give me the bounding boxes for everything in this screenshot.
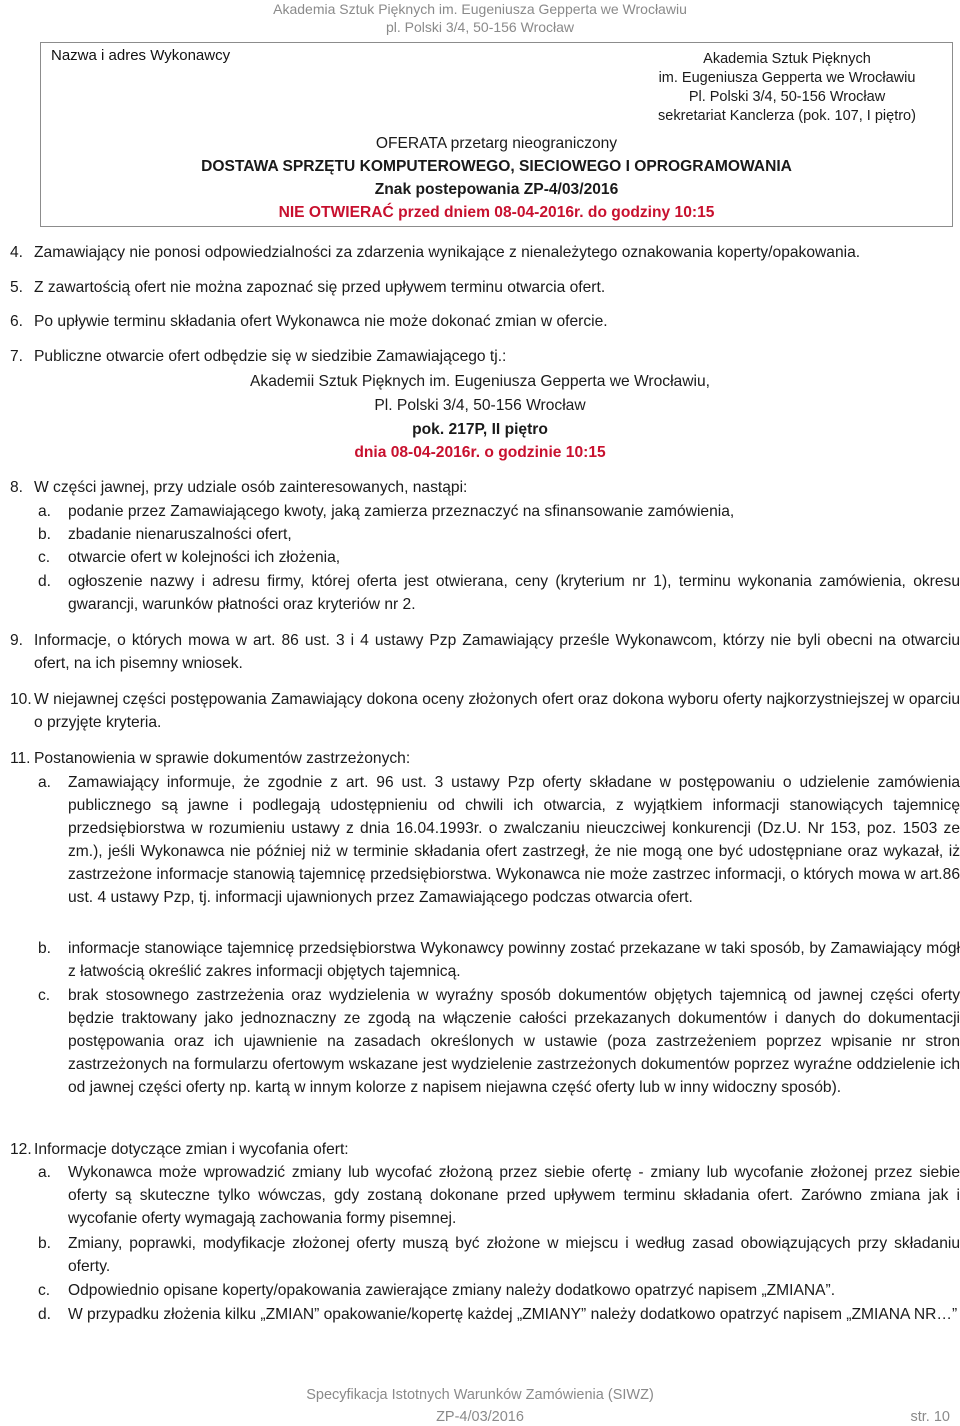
recipient-address: [622, 50, 952, 126]
contractor-label: Nazwa i adres Wykonawcy: [51, 47, 231, 64]
opening-place-line-1: Akademii Sztuk Pięknych im. Eugeniusza Gepperta we Wrocławiu,: [250, 373, 710, 390]
clause-number: 9.: [10, 632, 24, 649]
sub-letter: c.: [38, 549, 51, 566]
clause-number: 5.: [10, 279, 24, 296]
sub-text: Wykonawca może wprowadzić zmiany lub wycofać złożoną przez siebie ofertę - zmiany lub wycofanie złożonej przez siebie oferty są skuteczne tylko wówczas, gdy zostaną dokonane przed upływem terminu składania ofert. Zarówno zmiana jak i wycofanie oferty wymagają zachowania formy pisemnej.: [68, 1164, 960, 1227]
case-number: Znak postepowania ZP-4/03/2016: [374, 181, 619, 198]
sub-text: otwarcie ofert w kolejności ich złożenia,: [68, 549, 341, 566]
offer-subject: DOSTAWA SPRZĘTU KOMPUTEROWEGO, SIECIOWEGO I OPROGRAMOWANIA: [201, 158, 792, 175]
offer-type: OFERATA przetarg nieograniczony: [375, 135, 618, 152]
page-number: str. 10: [910, 1409, 950, 1425]
clause-number: 6.: [10, 313, 24, 330]
sub-letter: b.: [38, 526, 52, 543]
sub-text: podanie przez Zamawiającego kwoty, jaką zamierza przeznaczyć na sfinansowanie zamówienia,: [68, 503, 735, 520]
address-line: im. Eugeniusza Gepperta we Wrocławiu: [658, 70, 916, 86]
footer-title: Specyfikacja Istotnych Warunków Zamówienia (SIWZ): [306, 1387, 654, 1403]
sub-text: Zamawiający informuje, że zgodnie z art. 96 ust. 3 ustawy Pzp oferty składane w postępowaniu o udzielenie zamówienia publicznego są jawne i podlegają udostępnieniu od chwili ich otwarcia, z wyjątkiem informacji stanowiących tajemnicę przedsiębiorstwa w rozumieniu ustawy z dnia 16.04.1993r. o zwalczaniu nieuczciwej konkurencji (Dz.U. Nr 153, poz. 1503 ze zm.), jeśli Wykonawca nie później niż w terminie składania ofert zastrzegł, że nie mogą one być udostępniane oraz wykazał, iż zastrzeżone informacje stanowią tajemnicę przedsiębiorstwa. Wykonawca nie może zastrzec informacji, o których mowa w art.86 ust. 4 ustawy Pzp, tj. informacji ujawnionych przez Zamawiającego podczas otwarcia ofert.: [68, 774, 960, 906]
clause-text: Informacje, o których mowa w art. 86 ust. 3 i 4 ustawy Pzp Zamawiający prześle Wykonawcom, którzy nie byli obecni na otwarciu ofert, na ich pisemny wniosek.: [34, 632, 960, 672]
sub-text: zbadanie nienaruszalności ofert,: [68, 526, 292, 543]
clause-text: Zamawiający nie ponosi odpowiedzialności za zdarzenia wynikające z nienależytego oznakowania koperty/opakowania.: [34, 244, 861, 261]
address-line: sekretariat Kanclerza (pok. 107, I piętro): [658, 108, 916, 124]
sub-letter: d.: [38, 1306, 52, 1323]
clause-text: Postanowienia w sprawie dokumentów zastrzeżonych:: [34, 750, 411, 767]
do-not-open-warning: NIE OTWIERAĆ przed dniem 08-04-2016r. do godziny 10:15: [278, 204, 715, 221]
sub-text: brak stosownego zastrzeżenia oraz wydzielenia w wyraźny sposób dokumentów objętych tajemnicą od jawnej części oferty będzie traktowany jako jednoznaczny ze zgodą na włączenie całości przekazanych dokumentów i danych do dokumentacji postępowania oraz ich ujawnienie na zasadach określonych w ustawie (poza zastrzeżeniem poprzez wpisanie nr stron zastrzeżonych na formularzu ofertowym wskazane jest wydzielenie zastrzeżonych dokumentów poprzez wyraźne oddzielenie ich od jawnej części oferty np. kartą w innym kolorze z napisem niejawna część oferty lub w inny widoczny sposób).: [68, 987, 960, 1096]
address-line: Pl. Polski 3/4, 50-156 Wrocław: [688, 89, 886, 105]
header-institution: Akademia Sztuk Pięknych im. Eugeniusza Gepperta we Wrocławiu: [273, 1, 687, 17]
clause-text: Z zawartością ofert nie można zapoznać się przed upływem terminu otwarcia ofert.: [34, 279, 606, 296]
sub-letter: c.: [38, 987, 51, 1004]
sub-letter: a.: [38, 503, 52, 520]
clause-text: W części jawnej, przy udziale osób zainteresowanych, nastąpi:: [34, 479, 468, 496]
clause-number: 12.: [10, 1141, 32, 1158]
sub-text: W przypadku złożenia kilku „ZMIAN” opakowanie/kopertę każdej „ZMIANY” należy dodatkowo opatrzyć napisem „ZMIANA NR…”: [68, 1306, 958, 1323]
sub-letter: b.: [38, 1235, 52, 1252]
sub-text: Zmiany, poprawki, modyfikacje złożonej oferty muszą być złożone w miejscu i według zasad obowiązujących przy składaniu oferty.: [68, 1235, 960, 1275]
sub-text: ogłoszenie nazwy i adresu firmy, której oferta jest otwierana, ceny (kryterium nr 1), terminu wykonania zamówienia, okresu gwarancji, warunków płatności oraz kryteriów nr 2.: [68, 573, 960, 613]
clause-text: Po upływie terminu składania ofert Wykonawca nie może dokonać zmian w ofercie.: [34, 313, 608, 330]
sub-letter: d.: [38, 573, 52, 590]
clause-number: 10.: [10, 691, 32, 708]
clause-text: Informacje dotyczące zmian i wycofania ofert:: [34, 1141, 349, 1158]
clause-text: W niejawnej części postępowania Zamawiający dokona oceny złożonych ofert oraz dokona wyboru oferty najkorzystniejszej w oparciu o przyjęte kryteria.: [34, 691, 960, 731]
sub-letter: a.: [38, 774, 52, 791]
envelope-label-box: [40, 42, 953, 227]
clause-number: 4.: [10, 244, 24, 261]
sub-text: informacje stanowiące tajemnicę przedsiębiorstwa Wykonawcy powinny zostać przekazane w taki sposób, by Zamawiający mógł z łatwością określić zakres informacji objętych tajemnicą.: [68, 940, 960, 980]
header-address: pl. Polski 3/4, 50-156 Wrocław: [385, 19, 575, 35]
opening-datetime: dnia 08-04-2016r. o godzinie 10:15: [354, 444, 606, 461]
clause-text: Publiczne otwarcie ofert odbędzie się w siedzibie Zamawiającego tj.:: [34, 348, 507, 365]
clause-number: 11.: [10, 750, 31, 767]
footer-case-number: ZP-4/03/2016: [436, 1409, 524, 1425]
opening-room: pok. 217P, II piętro: [412, 421, 548, 438]
sub-letter: c.: [38, 1282, 51, 1299]
sub-letter: b.: [38, 940, 52, 957]
sub-letter: a.: [38, 1164, 52, 1181]
clause-number: 8.: [10, 479, 24, 496]
sub-text: Odpowiednio opisane koperty/opakowania zawierające zmiany należy dodatkowo opatrzyć napisem „ZMIANA”.: [68, 1282, 836, 1299]
opening-place-line-2: Pl. Polski 3/4, 50-156 Wrocław: [374, 397, 586, 414]
address-line: Akademia Sztuk Pięknych: [703, 51, 871, 67]
clause-number: 7.: [10, 348, 24, 365]
